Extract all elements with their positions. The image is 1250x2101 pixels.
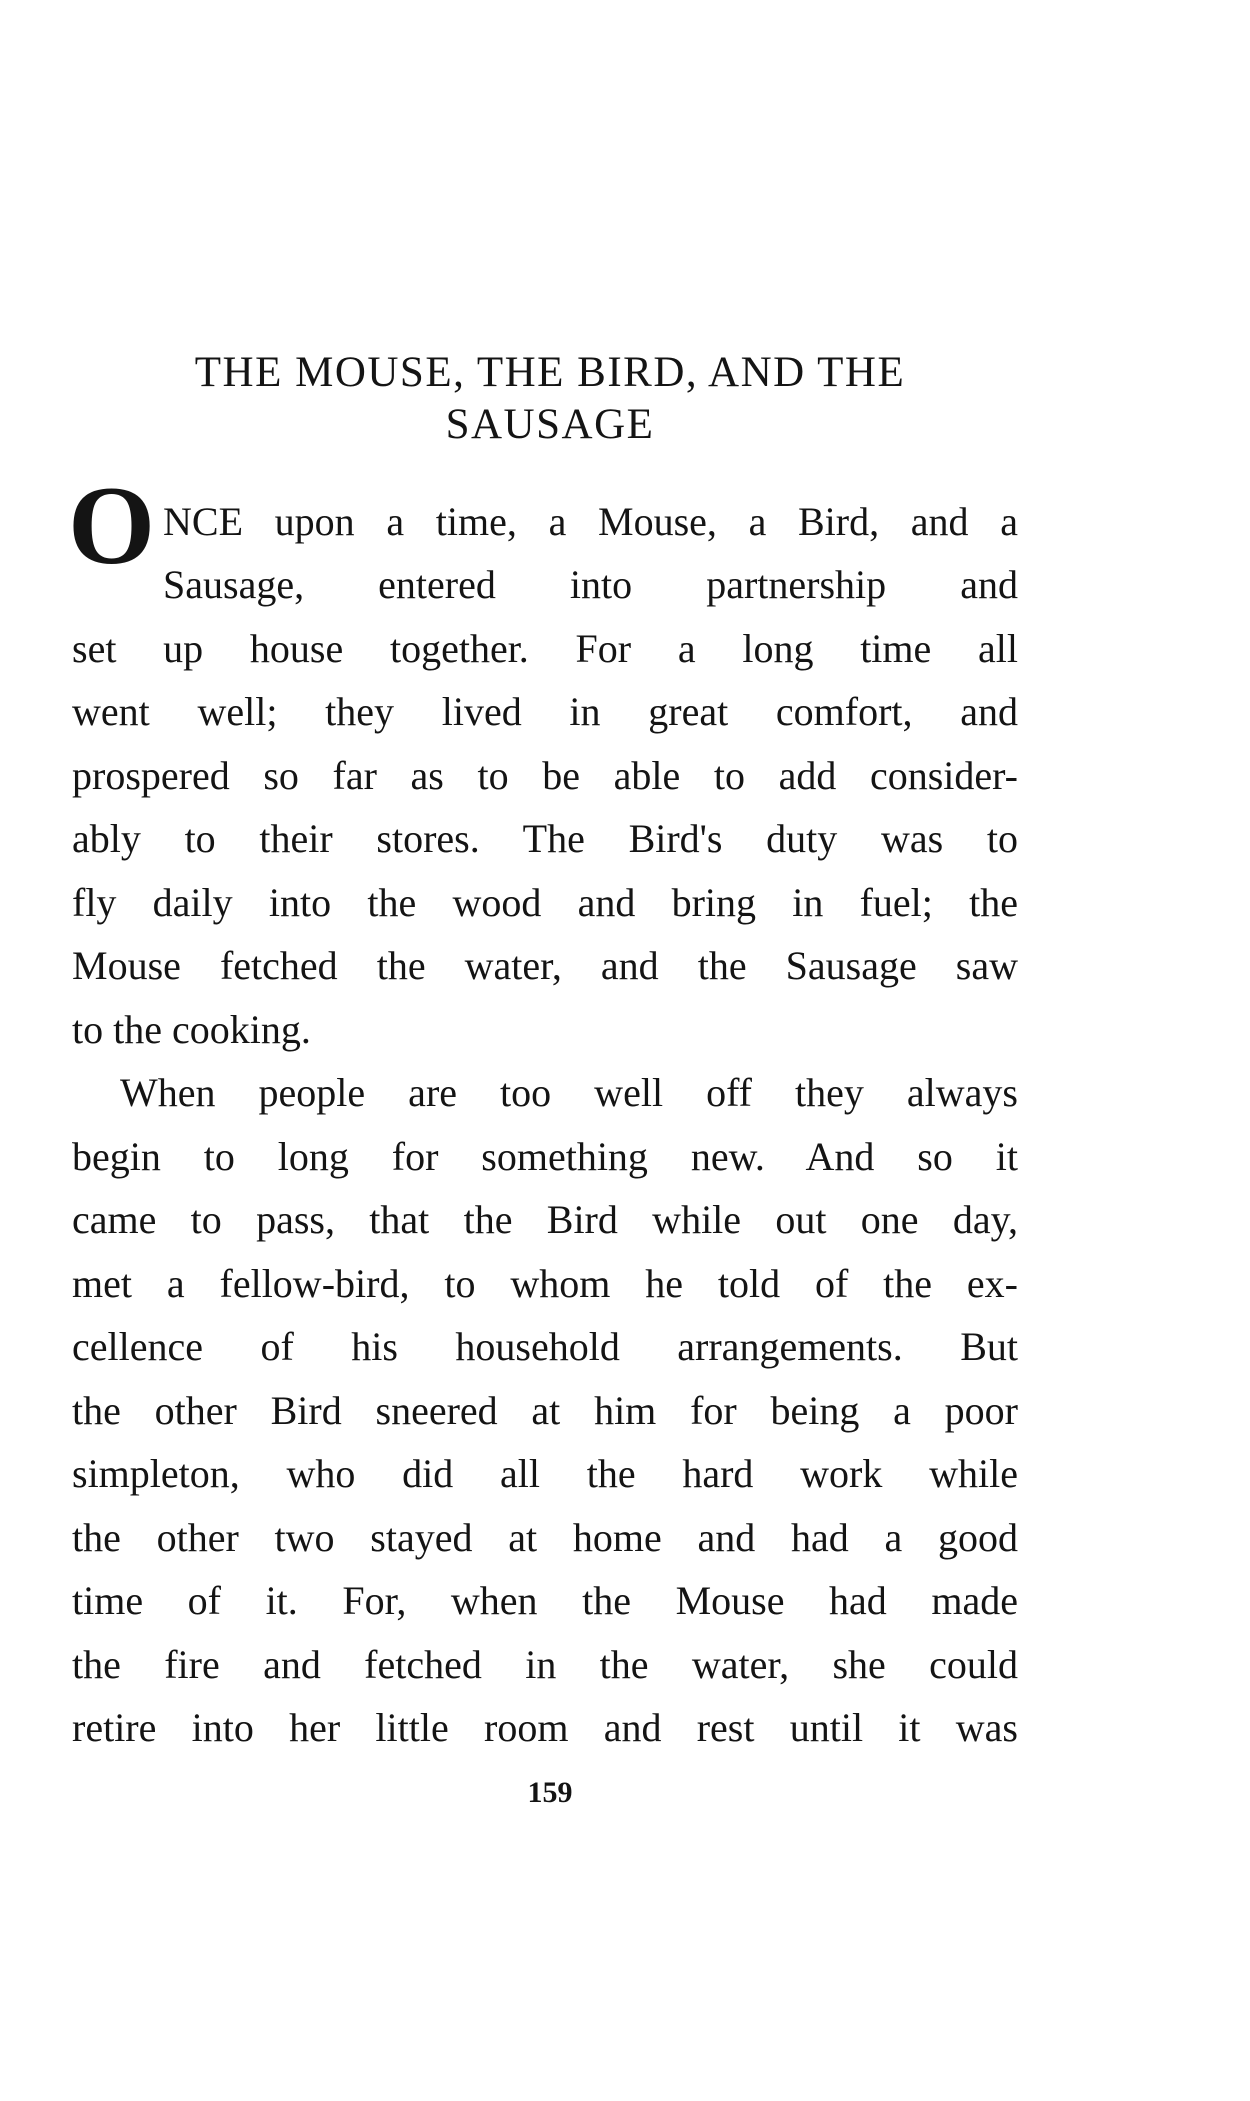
text-line: retire into her little room and rest until it was: [72, 1705, 1018, 1750]
text-line: met a fellow-bird, to whom he told of the ex-: [72, 1261, 1018, 1306]
text-line: simpleton, who did all the hard work while: [72, 1451, 1018, 1496]
text-line: fly daily into the wood and bring in fuel; the: [72, 880, 1018, 925]
text-line: to the cooking.: [72, 1007, 311, 1052]
text-line: Sausage, entered into partnership and: [163, 562, 1018, 607]
text-line: When people are too well off they always: [120, 1070, 1018, 1115]
drop-cap: O: [68, 464, 156, 588]
text-line: cellence of his household arrangements. But: [72, 1324, 1018, 1369]
text-line: came to pass, that the Bird while out one day,: [72, 1197, 1018, 1242]
text-line: NCE upon a time, a Mouse, a Bird, and a: [163, 499, 1018, 544]
text-line: the other Bird sneered at him for being a poor: [72, 1388, 1018, 1433]
text-line: time of it. For, when the Mouse had made: [72, 1578, 1018, 1623]
text-line: the other two stayed at home and had a good: [72, 1515, 1018, 1560]
text-line: Mouse fetched the water, and the Sausage saw: [72, 943, 1018, 988]
text-line: the fire and fetched in the water, she could: [72, 1642, 1018, 1687]
text-line: went well; they lived in great comfort, and: [72, 689, 1018, 734]
text-line: prospered so far as to be able to add consider-: [72, 753, 1018, 798]
chapter-title-line-2: SAUSAGE: [445, 401, 655, 448]
text-line: begin to long for something new. And so it: [72, 1134, 1018, 1179]
text-line: set up house together. For a long time all: [72, 626, 1018, 671]
chapter-title-line-1: THE MOUSE, THE BIRD, AND THE: [194, 349, 906, 396]
page-number: 159: [527, 1776, 573, 1809]
text-line: ably to their stores. The Bird's duty was to: [72, 816, 1018, 861]
